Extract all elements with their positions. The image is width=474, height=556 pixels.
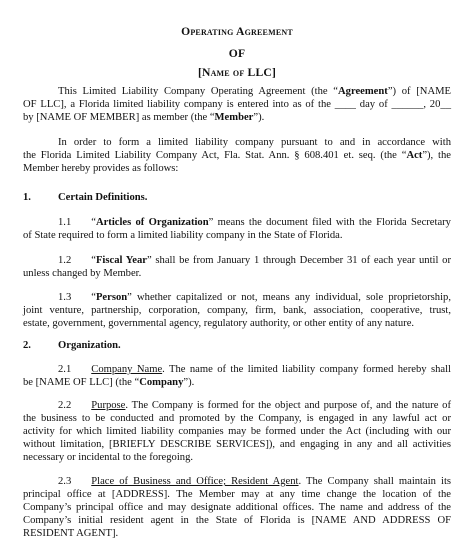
- intro-line-1: This Limited Liability Company Operating Agreement (the “Agreement”) of [NAME: [58, 86, 451, 97]
- section-2-1-line-2: be [NAME OF LLC] (the “Company”).: [23, 377, 195, 388]
- section-2-2-line-2: the business to be conducted and promoted by the Company, is engaged in any lawful act or: [23, 413, 451, 424]
- definition-1-2-line-1: 1.2 “Fiscal Year” shall be from January 1 through December 31 of each year until or: [58, 255, 451, 266]
- definition-1-2-line-2: unless changed by Member.: [23, 268, 142, 279]
- section-2-1-line-1: 2.1 Company Name. The name of the limited liability company formed hereby shall: [58, 364, 451, 375]
- section2-heading: 2. Organization.: [23, 340, 121, 351]
- section-2-2-line-3: activity for which limited liability companies may be formed under the Act (including with our: [23, 426, 451, 437]
- section-2-3-line-4: Company’s initial resident agent in the State of Florida is [NAME AND ADDRESS OF: [23, 515, 451, 526]
- section-2-3-line-5: RESIDENT AGENT].: [23, 528, 119, 539]
- document-title-of: OF: [228, 47, 246, 60]
- section-2-2-line-1: 2.2 Purpose. The Company is formed for the object and purpose of, and the nature of: [58, 400, 451, 411]
- definition-1-3-line-2: joint venture, partnership, corporation, company, firm, bank, association, cooperative, trust,: [23, 305, 451, 316]
- para2-line-1: In order to form a limited liability company pursuant to and in accordance with: [58, 137, 451, 148]
- document-title: Operating Agreement: [181, 25, 293, 38]
- definition-1-3-line-1: 1.3 “Person” whether capitalized or not, means any individual, sole proprietorship,: [58, 292, 451, 303]
- intro-line-2: OF LLC], a Florida limited liability company is entered into as of the ____ day of ______, 20__: [23, 99, 451, 110]
- section-2-3-line-2: principal office at [ADDRESS]. The Member may at any time change the location of the: [23, 489, 451, 500]
- section1-heading: 1. Certain Definitions.: [23, 192, 148, 203]
- llc-name-heading: [Name of LLC]: [197, 66, 277, 79]
- intro-line-3: by [NAME OF MEMBER] as member (the “Member”).: [23, 112, 265, 123]
- para2-line-3: Member hereby provides as follows:: [23, 163, 179, 174]
- definition-1-1-line-2: of State required to form a limited liability company in the State of Florida.: [23, 230, 343, 241]
- definition-1-3-line-3: estate, government, governmental agency, regulatory authority, or other entity of any nature.: [23, 318, 415, 329]
- para2-line-2: the Florida Limited Liability Company Act, Fla. Stat. Ann. § 608.401 et. seq. (the “Act”), the: [23, 150, 451, 161]
- definition-1-1-line-1: 1.1 “Articles of Organization” means the document filed with the Florida Secretary: [58, 217, 451, 228]
- section-2-3-line-1: 2.3 Place of Business and Office; Resident Agent. The Company shall maintain its: [58, 476, 452, 487]
- section-2-3-line-3: Company’s principal office and may designate additional offices. The name and address of the: [23, 502, 451, 513]
- section-2-2-line-5: necessary or incidental to the foregoing.: [23, 452, 194, 463]
- section-2-2-line-4: without limitation, [BRIEFLY DESCRIBE SERVICES]), and engaging in any and all activities: [23, 439, 451, 450]
